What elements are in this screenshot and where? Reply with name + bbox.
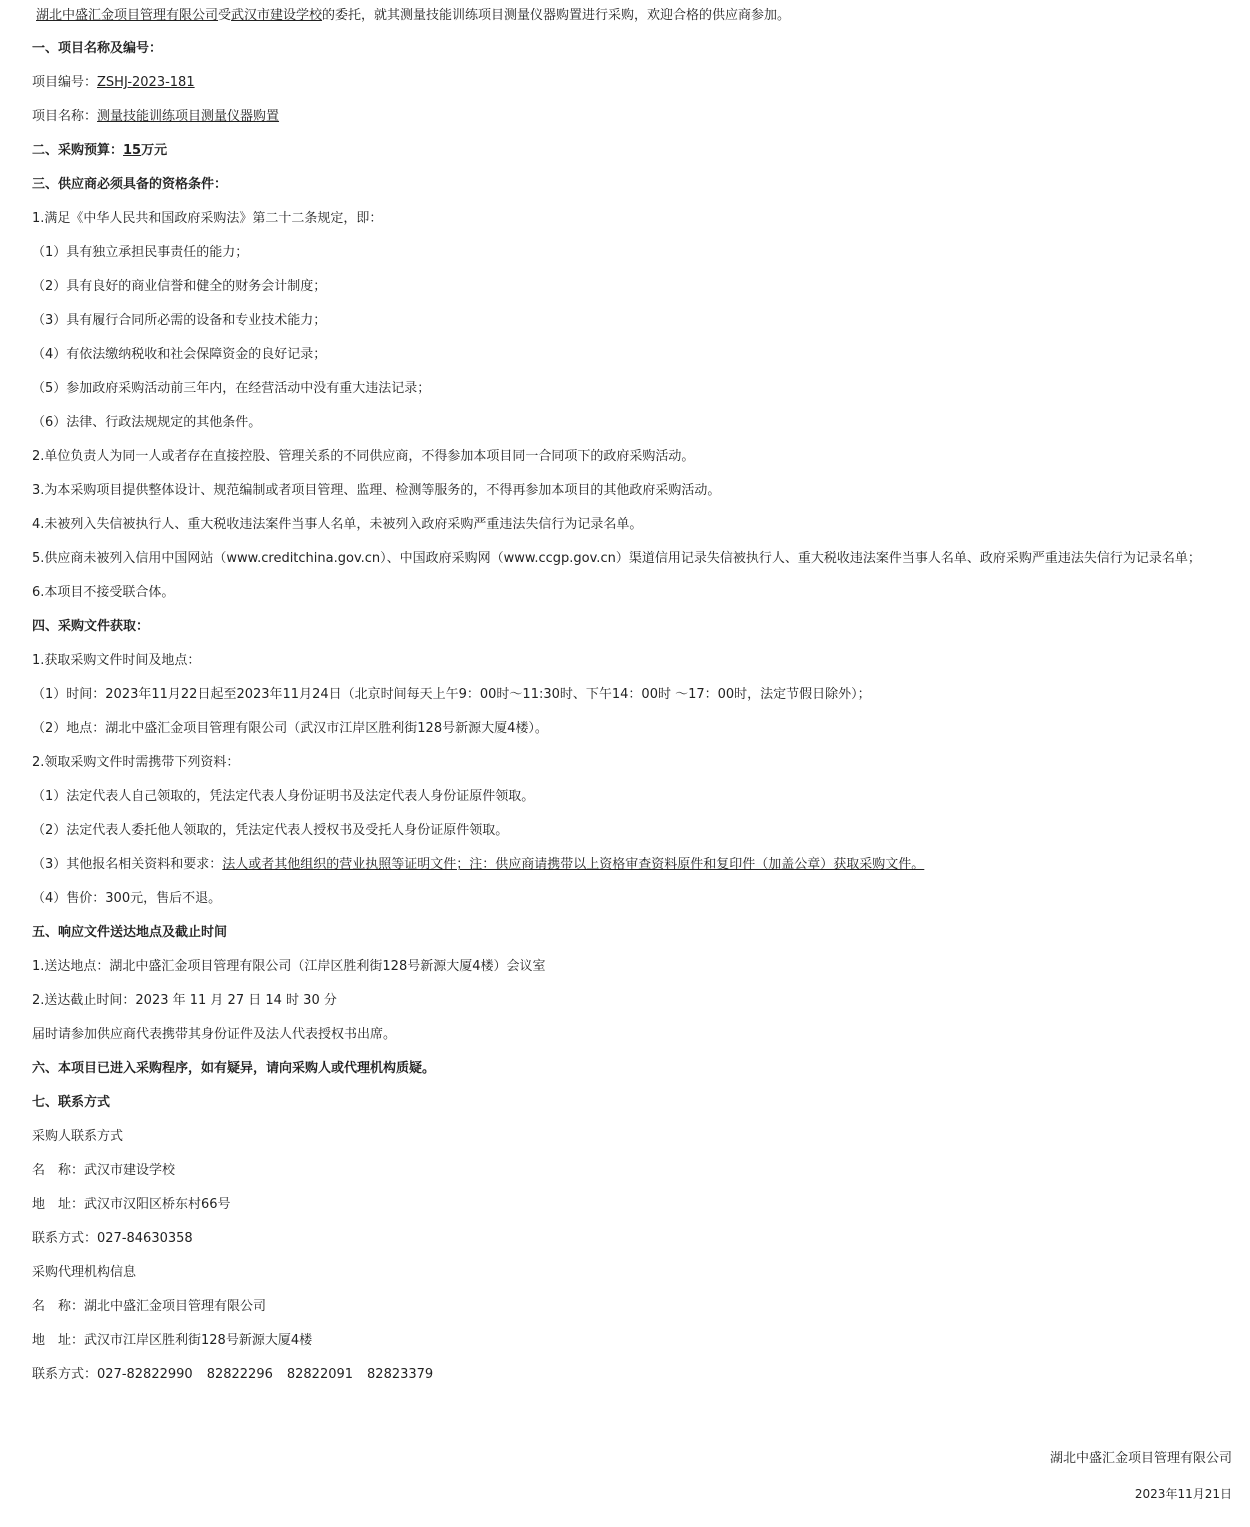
agent-phone-4: 82823379 bbox=[367, 1367, 434, 1382]
requirement-1: （1）法定代表人自己领取的，凭法定代表人身份证明书及法定代表人身份证原件领取。 bbox=[32, 789, 535, 804]
intro-paragraph bbox=[36, 0, 1237, 32]
agent-phone bbox=[32, 1358, 1237, 1392]
section-7-heading: 七、联系方式 bbox=[32, 1095, 111, 1110]
document-acquisition-time: （1）时间：2023年11月22日起至2023年11月24日（北京时间每天上午9：00时～11:30时、下午14：00时 ～17：00时，法定节假日除外）； bbox=[32, 687, 871, 702]
qualification-sub-6: （6）法律、行政法规规定的其他条件。 bbox=[32, 415, 262, 430]
requirement-3-label: （3）其他报名相关资料和要求： bbox=[32, 857, 223, 872]
submission-place: 1.送达地点：湖北中盛汇金项目管理有限公司（江岸区胜利街128号新源大厦4楼）会议室 bbox=[32, 959, 546, 974]
intro-text-2: 的委托，就其测量技能训练项目测量仪器购置进行采购，欢迎合格的供应商参加。 bbox=[322, 8, 791, 23]
agent-phone-1: 027-82822990 bbox=[97, 1367, 193, 1382]
submission-deadline: 2.送达截止时间：2023 年 11 月 27 日 14 时 30 分 bbox=[32, 993, 337, 1008]
qualification-sub-4: （4）有依法缴纳税收和社会保障资金的良好记录； bbox=[32, 347, 327, 362]
signature-company: 湖北中盛汇金项目管理有限公司 bbox=[1049, 1451, 1232, 1466]
agent-phone-3: 82822091 bbox=[286, 1367, 354, 1382]
qualification-sub-1: （1）具有独立承担民事责任的能力； bbox=[32, 245, 249, 260]
buyer-phone: 联系方式：027-84630358 bbox=[32, 1231, 193, 1246]
budget-value: 15 bbox=[123, 143, 142, 158]
section-5-heading: 五、响应文件送达地点及截止时间 bbox=[32, 925, 228, 940]
qualification-item-1: 1.满足《中华人民共和国政府采购法》第二十二条规定，即： bbox=[32, 211, 383, 226]
section-4-heading: 四、采购文件获取： bbox=[32, 619, 150, 634]
project-name-label: 项目名称： bbox=[32, 109, 98, 124]
agent-company-link[interactable]: 湖北中盛汇金项目管理有限公司 bbox=[36, 8, 219, 23]
buyer-contact-title: 采购人联系方式 bbox=[32, 1129, 124, 1144]
intro-text-1: 受 bbox=[218, 8, 232, 23]
buyer-name: 名 称：武汉市建设学校 bbox=[32, 1163, 176, 1178]
section-2-heading bbox=[32, 134, 1237, 168]
buyer-address: 地 址：武汉市汉阳区桥东村66号 bbox=[32, 1197, 231, 1212]
qualification-item-6: 6.本项目不接受联合体。 bbox=[32, 585, 175, 600]
project-name-value: 测量技能训练项目测量仪器购置 bbox=[97, 109, 280, 124]
agent-address: 地 址：武汉市江岸区胜利街128号新源大厦4楼 bbox=[32, 1333, 313, 1348]
agent-phone-label: 联系方式： bbox=[32, 1367, 98, 1382]
project-code-value: ZSHJ-2023-181 bbox=[97, 75, 195, 90]
budget-unit: 万元 bbox=[141, 143, 168, 158]
qualification-item-4: 4.未被列入失信被执行人、重大税收违法案件当事人名单，未被列入政府采购严重违法失信行为记录名单。 bbox=[32, 517, 643, 532]
document-acquisition-item-2: 2.领取采购文件时需携带下列资料： bbox=[32, 755, 240, 770]
qualification-sub-5: （5）参加政府采购活动前三年内，在经营活动中没有重大违法记录； bbox=[32, 381, 431, 396]
announcement-body bbox=[32, 0, 1237, 1392]
project-code-label: 项目编号： bbox=[32, 75, 98, 90]
requirement-3 bbox=[32, 848, 1237, 882]
agent-name: 名 称：湖北中盛汇金项目管理有限公司 bbox=[32, 1299, 267, 1314]
budget-label: 二、采购预算： bbox=[32, 143, 124, 158]
agent-phone-2: 82822296 bbox=[206, 1367, 273, 1382]
buyer-link[interactable]: 武汉市建设学校 bbox=[231, 8, 323, 23]
requirement-4: （4）售价：300元，售后不退。 bbox=[32, 891, 222, 906]
qualification-item-2: 2.单位负责人为同一人或者存在直接控股、管理关系的不同供应商，不得参加本项目同一合同项下的政府采购活动。 bbox=[32, 449, 695, 464]
project-code bbox=[32, 66, 1237, 100]
agent-contact-title: 采购代理机构信息 bbox=[32, 1265, 137, 1280]
qualification-sub-2: （2）具有良好的商业信誉和健全的财务会计制度； bbox=[32, 279, 327, 294]
document-acquisition-place: （2）地点：湖北中盛汇金项目管理有限公司（武汉市江岸区胜利街128号新源大厦4楼）。 bbox=[32, 721, 548, 736]
qualification-item-5: 5.供应商未被列入信用中国网站（www.creditchina.gov.cn）、中国政府采购网（www.ccgp.gov.cn）渠道信用记录失信被执行人、重大税收违法案件当事人名单、政府采购严重违法失信行为记录名单； bbox=[32, 551, 1201, 566]
section-3-heading: 三、供应商必须具备的资格条件： bbox=[32, 177, 228, 192]
section-1-heading: 一、项目名称及编号： bbox=[32, 41, 163, 56]
requirement-2: （2）法定代表人委托他人领取的，凭法定代表人授权书及受托人身份证原件领取。 bbox=[32, 823, 509, 838]
submission-note: 届时请参加供应商代表携带其身份证件及法人代表授权书出席。 bbox=[32, 1027, 397, 1042]
signature-date: 2023年11月21日 bbox=[1134, 1487, 1232, 1501]
requirement-3-value: 法人或者其他组织的营业执照等证明文件；注：供应商请携带以上资格审查资料原件和复印件（加盖公章）获取采购文件。 bbox=[222, 857, 925, 872]
section-6-heading: 六、本项目已进入采购程序，如有疑异，请向采购人或代理机构质疑。 bbox=[32, 1061, 436, 1076]
qualification-sub-3: （3）具有履行合同所必需的设备和专业技术能力； bbox=[32, 313, 327, 328]
project-name bbox=[32, 100, 1237, 134]
document-acquisition-item-1: 1.获取采购文件时间及地点： bbox=[32, 653, 201, 668]
qualification-item-3: 3.为本采购项目提供整体设计、规范编制或者项目管理、监理、检测等服务的，不得再参加本项目的其他政府采购活动。 bbox=[32, 483, 721, 498]
